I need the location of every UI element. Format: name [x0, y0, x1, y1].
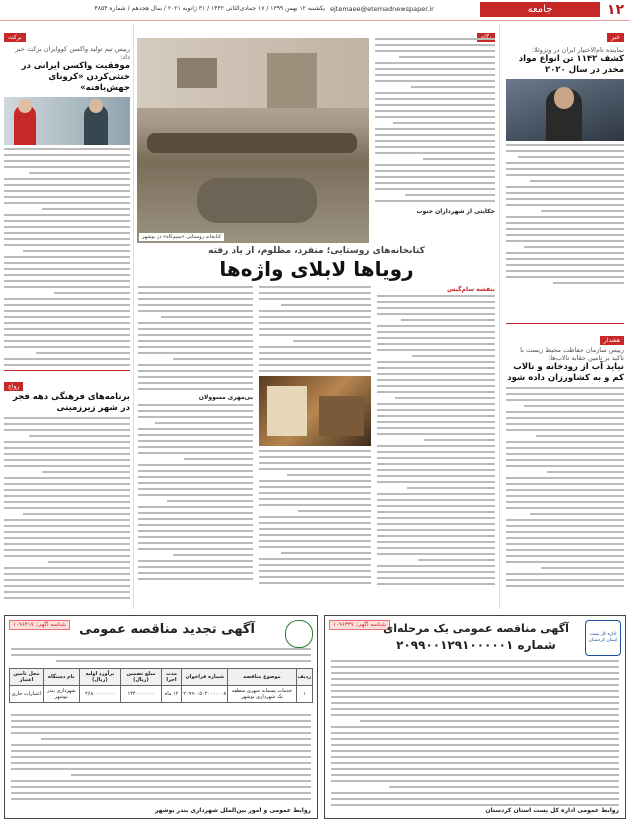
- main-byline: بنفشه سام‌گیس: [447, 286, 495, 293]
- main-body-col-2: [259, 286, 371, 372]
- main-body-col-3: [138, 286, 253, 390]
- right-body-2: [506, 387, 624, 609]
- left-tag-2: رواج: [4, 382, 23, 391]
- main-photo: [137, 38, 369, 243]
- ad-table-cell-7: اعتبارات جاری: [10, 686, 44, 703]
- right-headline: کشف ۱۱۴۲ تن انواع مواد مخدر در سال ۲۰۲۰: [518, 54, 624, 75]
- municipality-logo-icon: [285, 620, 313, 648]
- ad-right-code: شناسه آگهی: ۱۰۹۶۳۳۷: [329, 620, 390, 630]
- main-kicker: کتابخانه‌های روستایی؛ منفرد، مظلوم، از یاد رفته: [208, 246, 425, 256]
- ad-table-cell-1: خدمات پسماند شهری منطقه یک شهرداری بوشهر: [228, 686, 296, 703]
- main-photo-caption: کتابخانه روستایی «سیم‌کاه» در بوشهر: [139, 233, 224, 241]
- ad-table-cell-3: ۱۲ ماه: [161, 686, 182, 703]
- right-column: [506, 24, 624, 609]
- left-photo: [4, 97, 130, 145]
- main-article: [133, 24, 500, 609]
- ad-right-subtitle: شماره ۲۰۹۹۰۰۱۲۹۱۰۰۰۰۰۱: [396, 638, 556, 652]
- ad-table-cell-0: ۱: [296, 686, 312, 703]
- ad-right-title: آگهی مناقصه عمومی یک مرحله‌ای: [383, 622, 569, 635]
- tender-ad-right: [324, 615, 626, 819]
- tender-ad-left: [4, 615, 318, 819]
- left-headline-2: برنامه‌های فرهنگی دهه فجر در شهر زیرزمینی: [12, 392, 130, 413]
- right-sub-tag: هشدار: [600, 336, 624, 345]
- ad-table-header-7: محل تامین اعتبار: [10, 669, 44, 686]
- main-side-text: [375, 38, 495, 243]
- left-headline: موفقیت واکسن ایرانی در خنثی‌کردن «کرونای جهش‌یافته»: [21, 61, 130, 93]
- header-date-line: یکشنبه ۱۲ بهمن ۱۳۹۹ / ۱۷ جمادی‌الثانی ۱۴۴۲ / ۳۱ ژانویه ۲۰۲۱ / سال هجدهم / شماره ۴۸۵۴: [94, 5, 325, 12]
- main-subhead-2: بی‌مهری مسوولان: [198, 394, 253, 401]
- ad-table-header-3: مدت اجرا: [161, 669, 182, 686]
- ad-table-header-5: برآورد اولیه (ریال): [79, 669, 121, 686]
- page-header: [0, 0, 630, 21]
- left-body-1: [4, 148, 130, 366]
- main-photo-2: [259, 376, 371, 446]
- ad-left-body: [11, 714, 311, 804]
- page-number: ۱۲: [606, 2, 624, 18]
- main-body-col-2b: [259, 450, 371, 584]
- main-body-col-1: [377, 295, 495, 585]
- ad-right-body: [331, 660, 619, 810]
- ad-table-cell-2: ۲۰۹۹۰۰۵۰۴۰۰۰۰۰۰۸: [182, 686, 228, 703]
- ad-table-header-6: نام دستگاه: [43, 669, 79, 686]
- ad-table-header-4: مبلغ تضمین (ریال): [121, 669, 162, 686]
- ad-left-table: [9, 668, 313, 703]
- right-sub-kicker: رییس سازمان حفاظت محیط زیست با تاکید بر تامین حقابه تالاب‌ها:: [520, 346, 624, 362]
- ad-left-title: آگهی تجدید مناقصه عمومی: [79, 622, 255, 637]
- right-kicker: نماینده‌ تام‌الاختیار ایران در ونزوئلا:: [531, 46, 624, 54]
- main-headline: رویاها لابلای واژه‌ها: [219, 257, 414, 281]
- main-subhead-1: حکایتی از شهرداران جنوب: [416, 208, 495, 215]
- ad-left-intro: [11, 648, 311, 666]
- section-label: جامعه: [480, 2, 600, 17]
- ad-right-org: روابط عمومی اداره کل پست استان کردستان: [485, 807, 619, 814]
- right-sub-headline: نیاید آب از رودخانه و تالاب کم و به کشاورزان داده شود: [507, 362, 624, 383]
- ad-table-cell-4: ۱۳۴۰۰۰۰۰۰۰: [121, 686, 162, 703]
- right-tag: خبر: [607, 33, 624, 42]
- ad-table-cell-5: ۲۶۸۰۰۰۰۰۰۰۰: [79, 686, 121, 703]
- ad-table-header-0: ردیف: [296, 669, 312, 686]
- post-logo-icon: اداره کل پست استان کردستان: [585, 620, 621, 656]
- header-email[interactable]: ejtemaee@etemadnewspaper.ir: [330, 5, 434, 13]
- right-photo: [506, 79, 624, 141]
- main-body-col-3b: [138, 404, 253, 580]
- right-body-1: [506, 144, 624, 319]
- left-kicker: رییس تیم تولید واکسن کووایران برکت خبر داد:: [15, 45, 130, 61]
- main-headline-block: [138, 246, 495, 282]
- ad-table-header-2: شماره فراخوان: [182, 669, 228, 686]
- ad-table-cell-6: شهرداری بندر بوشهر: [43, 686, 79, 703]
- ad-left-code: شناسه آگهی: ۱۰۹۶۴۱۷: [9, 620, 70, 630]
- ad-table-header-1: موضوع مناقصه: [228, 669, 296, 686]
- left-column: [4, 24, 130, 609]
- left-body-2: [4, 417, 130, 599]
- left-tag: برکت: [4, 33, 26, 42]
- ad-left-footer: روابط عمومی و امور بین‌الملل شهرداری بندر بوشهر: [154, 807, 311, 814]
